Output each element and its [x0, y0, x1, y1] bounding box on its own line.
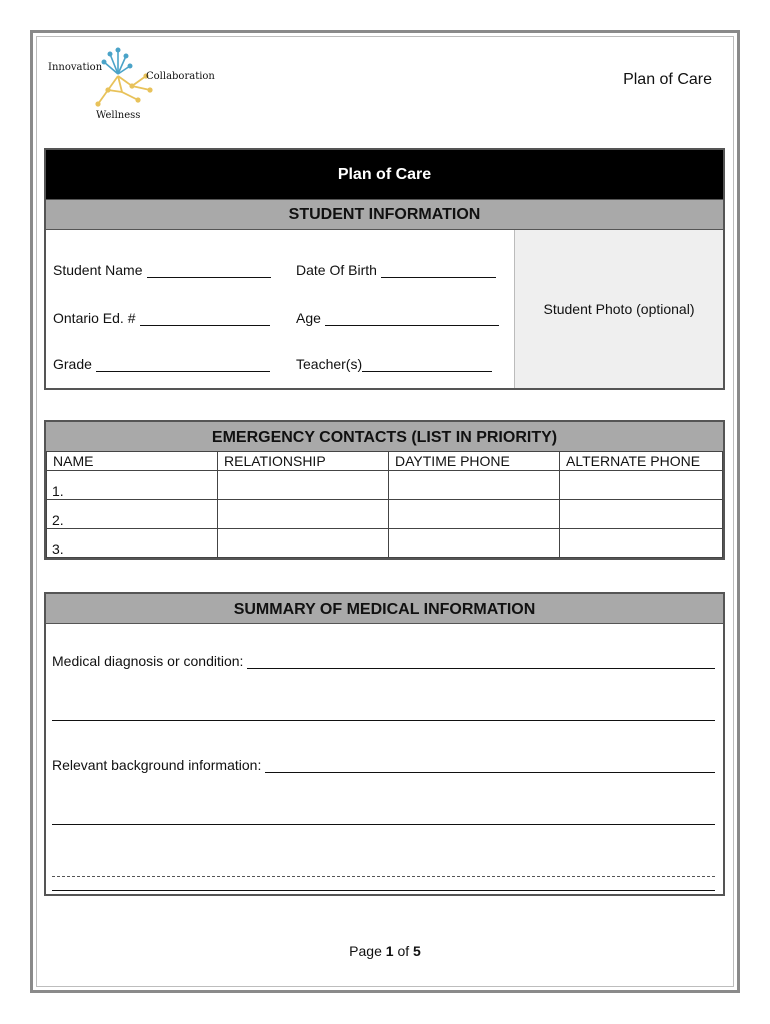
- page-total: 5: [413, 943, 421, 959]
- ontario-ed-field[interactable]: [53, 310, 270, 326]
- row-number[interactable]: 3.: [47, 529, 218, 558]
- background-line-2[interactable]: [52, 824, 715, 825]
- page-of: of: [393, 943, 414, 959]
- date-of-birth-label: Date Of Birth: [296, 262, 377, 278]
- column-header-daytime-phone: DAYTIME PHONE: [389, 452, 560, 471]
- alternate-phone-cell[interactable]: [560, 500, 723, 529]
- table-row: [47, 500, 723, 529]
- background-info-label: Relevant background information:: [52, 757, 265, 773]
- student-info-heading: STUDENT INFORMATION: [46, 199, 723, 229]
- daytime-phone-cell[interactable]: [389, 529, 560, 558]
- column-header-name: NAME: [47, 452, 218, 471]
- alternate-phone-cell[interactable]: [560, 471, 723, 500]
- medical-heading: SUMMARY OF MEDICAL INFORMATION: [46, 594, 723, 623]
- daytime-phone-cell[interactable]: [389, 471, 560, 500]
- column-header-relationship: RELATIONSHIP: [218, 452, 389, 471]
- alternate-phone-cell[interactable]: [560, 529, 723, 558]
- background-line-3[interactable]: [52, 876, 715, 877]
- student-photo-label: Student Photo (optional): [543, 301, 695, 317]
- student-info-body: [46, 229, 723, 388]
- student-name-label: Student Name: [53, 262, 143, 278]
- logo-word-innovation: Innovation: [48, 62, 103, 73]
- grade-label: Grade: [53, 356, 92, 372]
- student-photo-box[interactable]: [514, 230, 723, 388]
- emergency-contacts-table: [46, 451, 723, 558]
- daytime-phone-cell[interactable]: [389, 500, 560, 529]
- page-prefix: Page: [349, 943, 386, 959]
- medical-diagnosis-label: Medical diagnosis or condition:: [52, 653, 247, 669]
- emergency-heading: EMERGENCY CONTACTS (LIST IN PRIORITY): [46, 422, 723, 451]
- relationship-cell[interactable]: [218, 529, 389, 558]
- table-row: [47, 529, 723, 558]
- logo: [48, 46, 228, 124]
- logo-word-collaboration: Collaboration: [146, 71, 215, 82]
- header-title: Plan of Care: [623, 71, 712, 88]
- emergency-contacts-section: [44, 420, 725, 560]
- medical-info-body: [46, 623, 723, 894]
- page-current: 1: [385, 943, 394, 959]
- background-line-4[interactable]: [52, 890, 715, 891]
- row-number[interactable]: 2.: [47, 500, 218, 529]
- grade-field[interactable]: [53, 356, 270, 372]
- relationship-cell[interactable]: [218, 500, 389, 529]
- age-field[interactable]: [296, 310, 499, 326]
- teachers-field[interactable]: [296, 356, 492, 372]
- student-information-section: [44, 148, 725, 390]
- form-title: Plan of Care: [46, 150, 723, 199]
- relationship-cell[interactable]: [218, 471, 389, 500]
- teachers-label: Teacher(s): [296, 356, 363, 372]
- logo-word-wellness: Wellness: [96, 110, 141, 121]
- page-number: [0, 943, 770, 959]
- diagnosis-line-2[interactable]: [52, 720, 715, 721]
- column-header-alternate-phone: ALTERNATE PHONE: [560, 452, 723, 471]
- table-row: [47, 471, 723, 500]
- table-header-row: [47, 452, 723, 471]
- medical-information-section: [44, 592, 725, 896]
- ontario-ed-label: Ontario Ed. #: [53, 310, 136, 326]
- student-name-field[interactable]: [53, 262, 271, 278]
- date-of-birth-field[interactable]: [296, 262, 496, 278]
- age-label: Age: [296, 310, 321, 326]
- row-number[interactable]: 1.: [47, 471, 218, 500]
